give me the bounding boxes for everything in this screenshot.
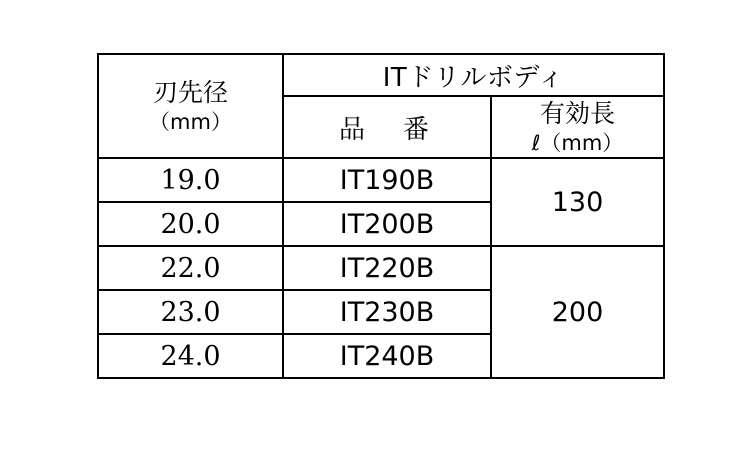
cell-part-number: IT200B [283, 202, 491, 246]
cell-effective-length: 130 [491, 158, 664, 246]
header-cell-diameter [98, 54, 283, 158]
table-row [98, 158, 664, 202]
cell-part-number: IT240B [283, 334, 491, 378]
cell-diameter: 20.0 [98, 202, 283, 246]
cell-diameter: 22.0 [98, 246, 283, 290]
cell-diameter: 24.0 [98, 334, 283, 378]
header-diameter-unit: （mm） [149, 109, 232, 134]
cell-diameter: 23.0 [98, 290, 283, 334]
specification-table [97, 53, 665, 379]
header-cell-body-group: ITドリルボディ [283, 54, 664, 96]
cell-part-number: IT190B [283, 158, 491, 202]
header-effective-length-unit: ℓ（mm） [531, 130, 624, 155]
header-cell-part-number: 品 番 [283, 96, 491, 158]
cell-effective-length: 200 [491, 246, 664, 378]
header-diameter-label: 刃先径 [152, 77, 228, 107]
header-effective-length-label: 有効長 [540, 98, 616, 128]
table-header-row-1 [98, 54, 664, 96]
cell-part-number: IT230B [283, 290, 491, 334]
cell-diameter: 19.0 [98, 158, 283, 202]
table-row [98, 246, 664, 290]
header-cell-effective-length [491, 96, 664, 158]
cell-part-number: IT220B [283, 246, 491, 290]
